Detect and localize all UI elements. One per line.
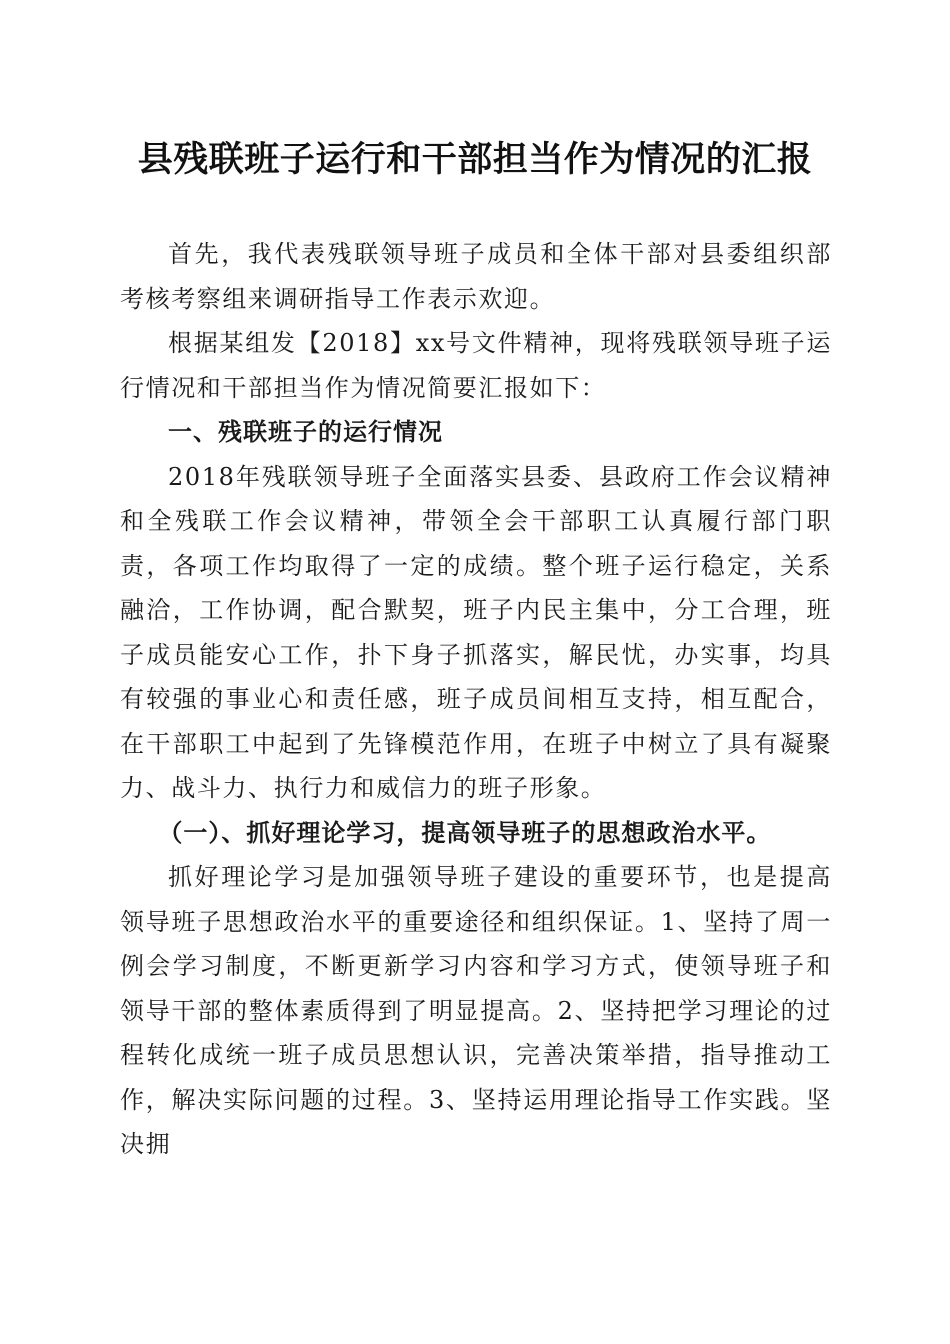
subsection-heading-1: （一）、抓好理论学习，提高领导班子的思想政治水平。: [158, 817, 772, 847]
paragraph-intro: 根据某组发【2018】xx号文件精神，现将残联领导班子运行情况和干部担当作为情况简要汇报如下：: [120, 329, 832, 402]
paragraph-subsection-1: 抓好理论学习是加强领导班子建设的重要环节，也是提高领导班子思想政治水平的重要途径和组织保证。1、坚持了周一例会学习制度，不断更新学习内容和学习方式，使领导班子和领导干部的整体素质得到了明显提高。2、坚持把学习理论的过程转化成统一班子成员思想认识，完善决策举措，指导推动工作，解决实际问题的过程。3、坚持运用理论指导工作实践。坚决拥: [120, 863, 832, 1158]
section-heading-1: 一、残联班子的运行情况: [168, 418, 443, 446]
document-title: 县残联班子运行和干部担当作为情况的汇报: [137, 139, 813, 180]
paragraph-section-1: 2018年残联领导班子全面落实县委、县政府工作会议精神和全残联工作会议精神，带领全会干部职工认真履行部门职责，各项工作均取得了一定的成绩。整个班子运行稳定，关系融洽，工作协调，配合默契，班子内民主集中，分工合理，班子成员能安心工作，扑下身子抓落实，解民忧，办实事，均具有较强的事业心和责任感，班子成员间相互支持，相互配合，在干部职工中起到了先锋模范作用，在班子中树立了具有凝聚力、战斗力、执行力和威信力的班子形象。: [120, 462, 832, 802]
paragraph-welcome: 首先，我代表残联领导班子成员和全体干部对县委组织部考核考察组来调研指导工作表示欢迎。: [120, 240, 832, 313]
document-body: [120, 232, 832, 1167]
